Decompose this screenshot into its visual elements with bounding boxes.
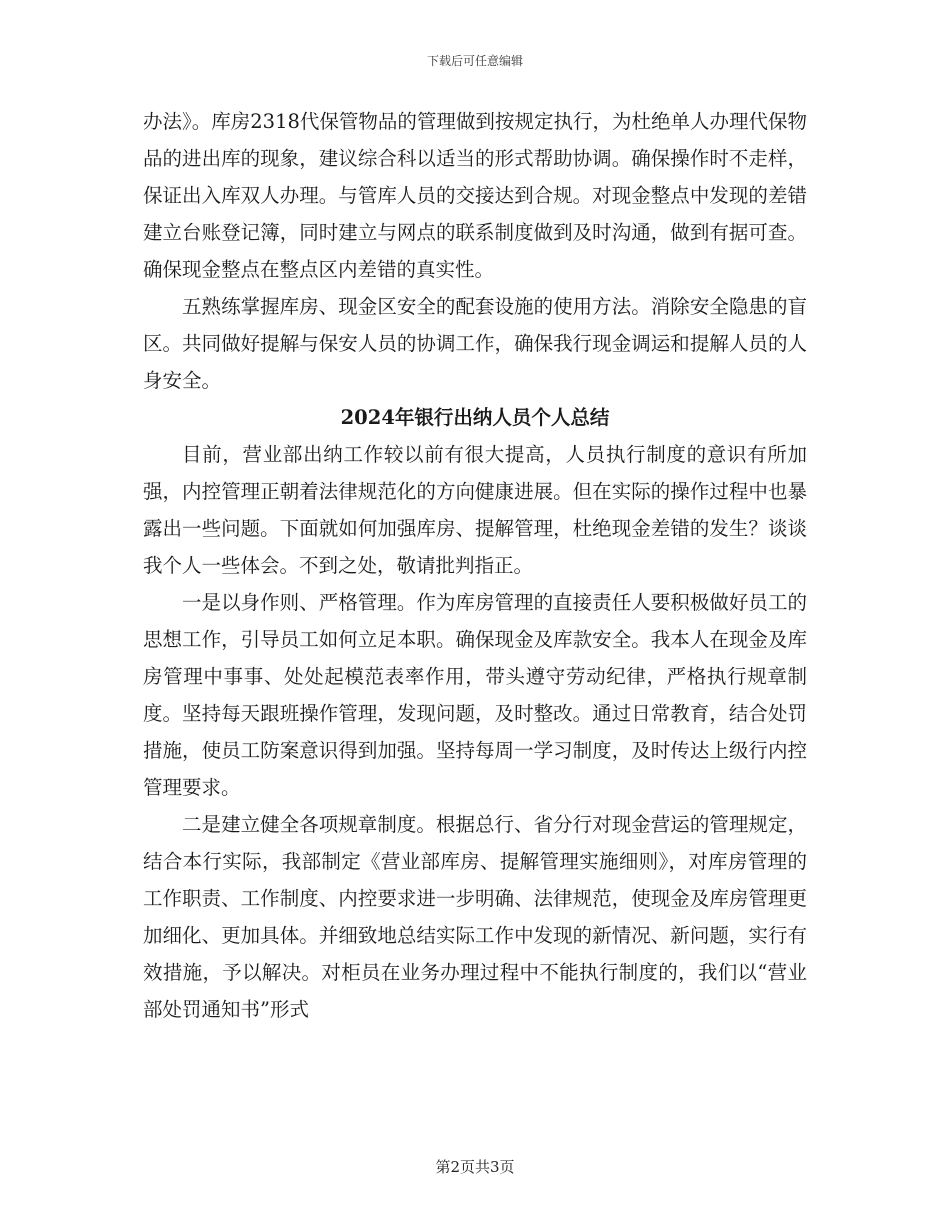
- paragraph-one: 一是以身作则、严格管理。作为库房管理的直接责任人要积极做好员工的思想工作，引导员工如何立足本职。确保现金及库款安全。我本人在现金及库房管理中事事、处处起模范表率作用，带头遵守劳动纪律，严格执行规章制度。坚持每天跟班操作管理，发现问题，及时整改。通过日常教育，结合处罚措施，使员工防案意识得到加强。坚持每周一学习制度，及时传达上级行内控管理要求。: [143, 591, 807, 799]
- paragraph-intro: 目前，营业部出纳工作较以前有很大提高，人员执行制度的意识有所加强，内控管理正朝着法律规范化的方向健康进展。但在实际的操作过程中也暴露出一些问题。下面就如何加强库房、提解管理，杜绝现金差错的发生？谈谈我个人一些体会。不到之处，敬请批判指正。: [143, 443, 807, 577]
- paragraph-two: 二是建立健全各项规章制度。根据总行、省分行对现金营运的管理规定，结合本行实际，我部制定《营业部库房、提解管理实施细则》，对库房管理的工作职责、工作制度、内控要求进一步明确、法律规范，使现金及库房管理更加细化、更加具体。并细致地总结实际工作中发现的新情况、新问题，实行有效措施，予以解决。对柜员在业务办理过程中不能执行制度的，我们以“营业部处罚通知书”形式: [143, 813, 807, 1021]
- document-body: [143, 103, 807, 1028]
- page-footer: 第2页共3页: [435, 1158, 515, 1176]
- section-title: 2024年银行出纳人员个人总结: [340, 406, 610, 429]
- paragraph-five: 五熟练掌握库房、现金区安全的配套设施的使用方法。消除安全隐患的盲区。共同做好提解与保安人员的协调工作，确保我行现金调运和提解人员的人身安全。: [143, 295, 807, 392]
- paragraph-continued: 办法》。库房2318代保管物品的管理做到按规定执行，为杜绝单人办理代保物品的进出库的现象，建议综合科以适当的形式帮助协调。确保操作时不走样，保证出入库双人办理。与管库人员的交接达到合规。对现金整点中发现的差错建立台账登记簿，同时建立与网点的联系制度做到及时沟通，做到有据可查。确保现金整点在整点区内差错的真实性。: [143, 110, 807, 281]
- page-header: 下载后可任意编辑: [426, 54, 523, 68]
